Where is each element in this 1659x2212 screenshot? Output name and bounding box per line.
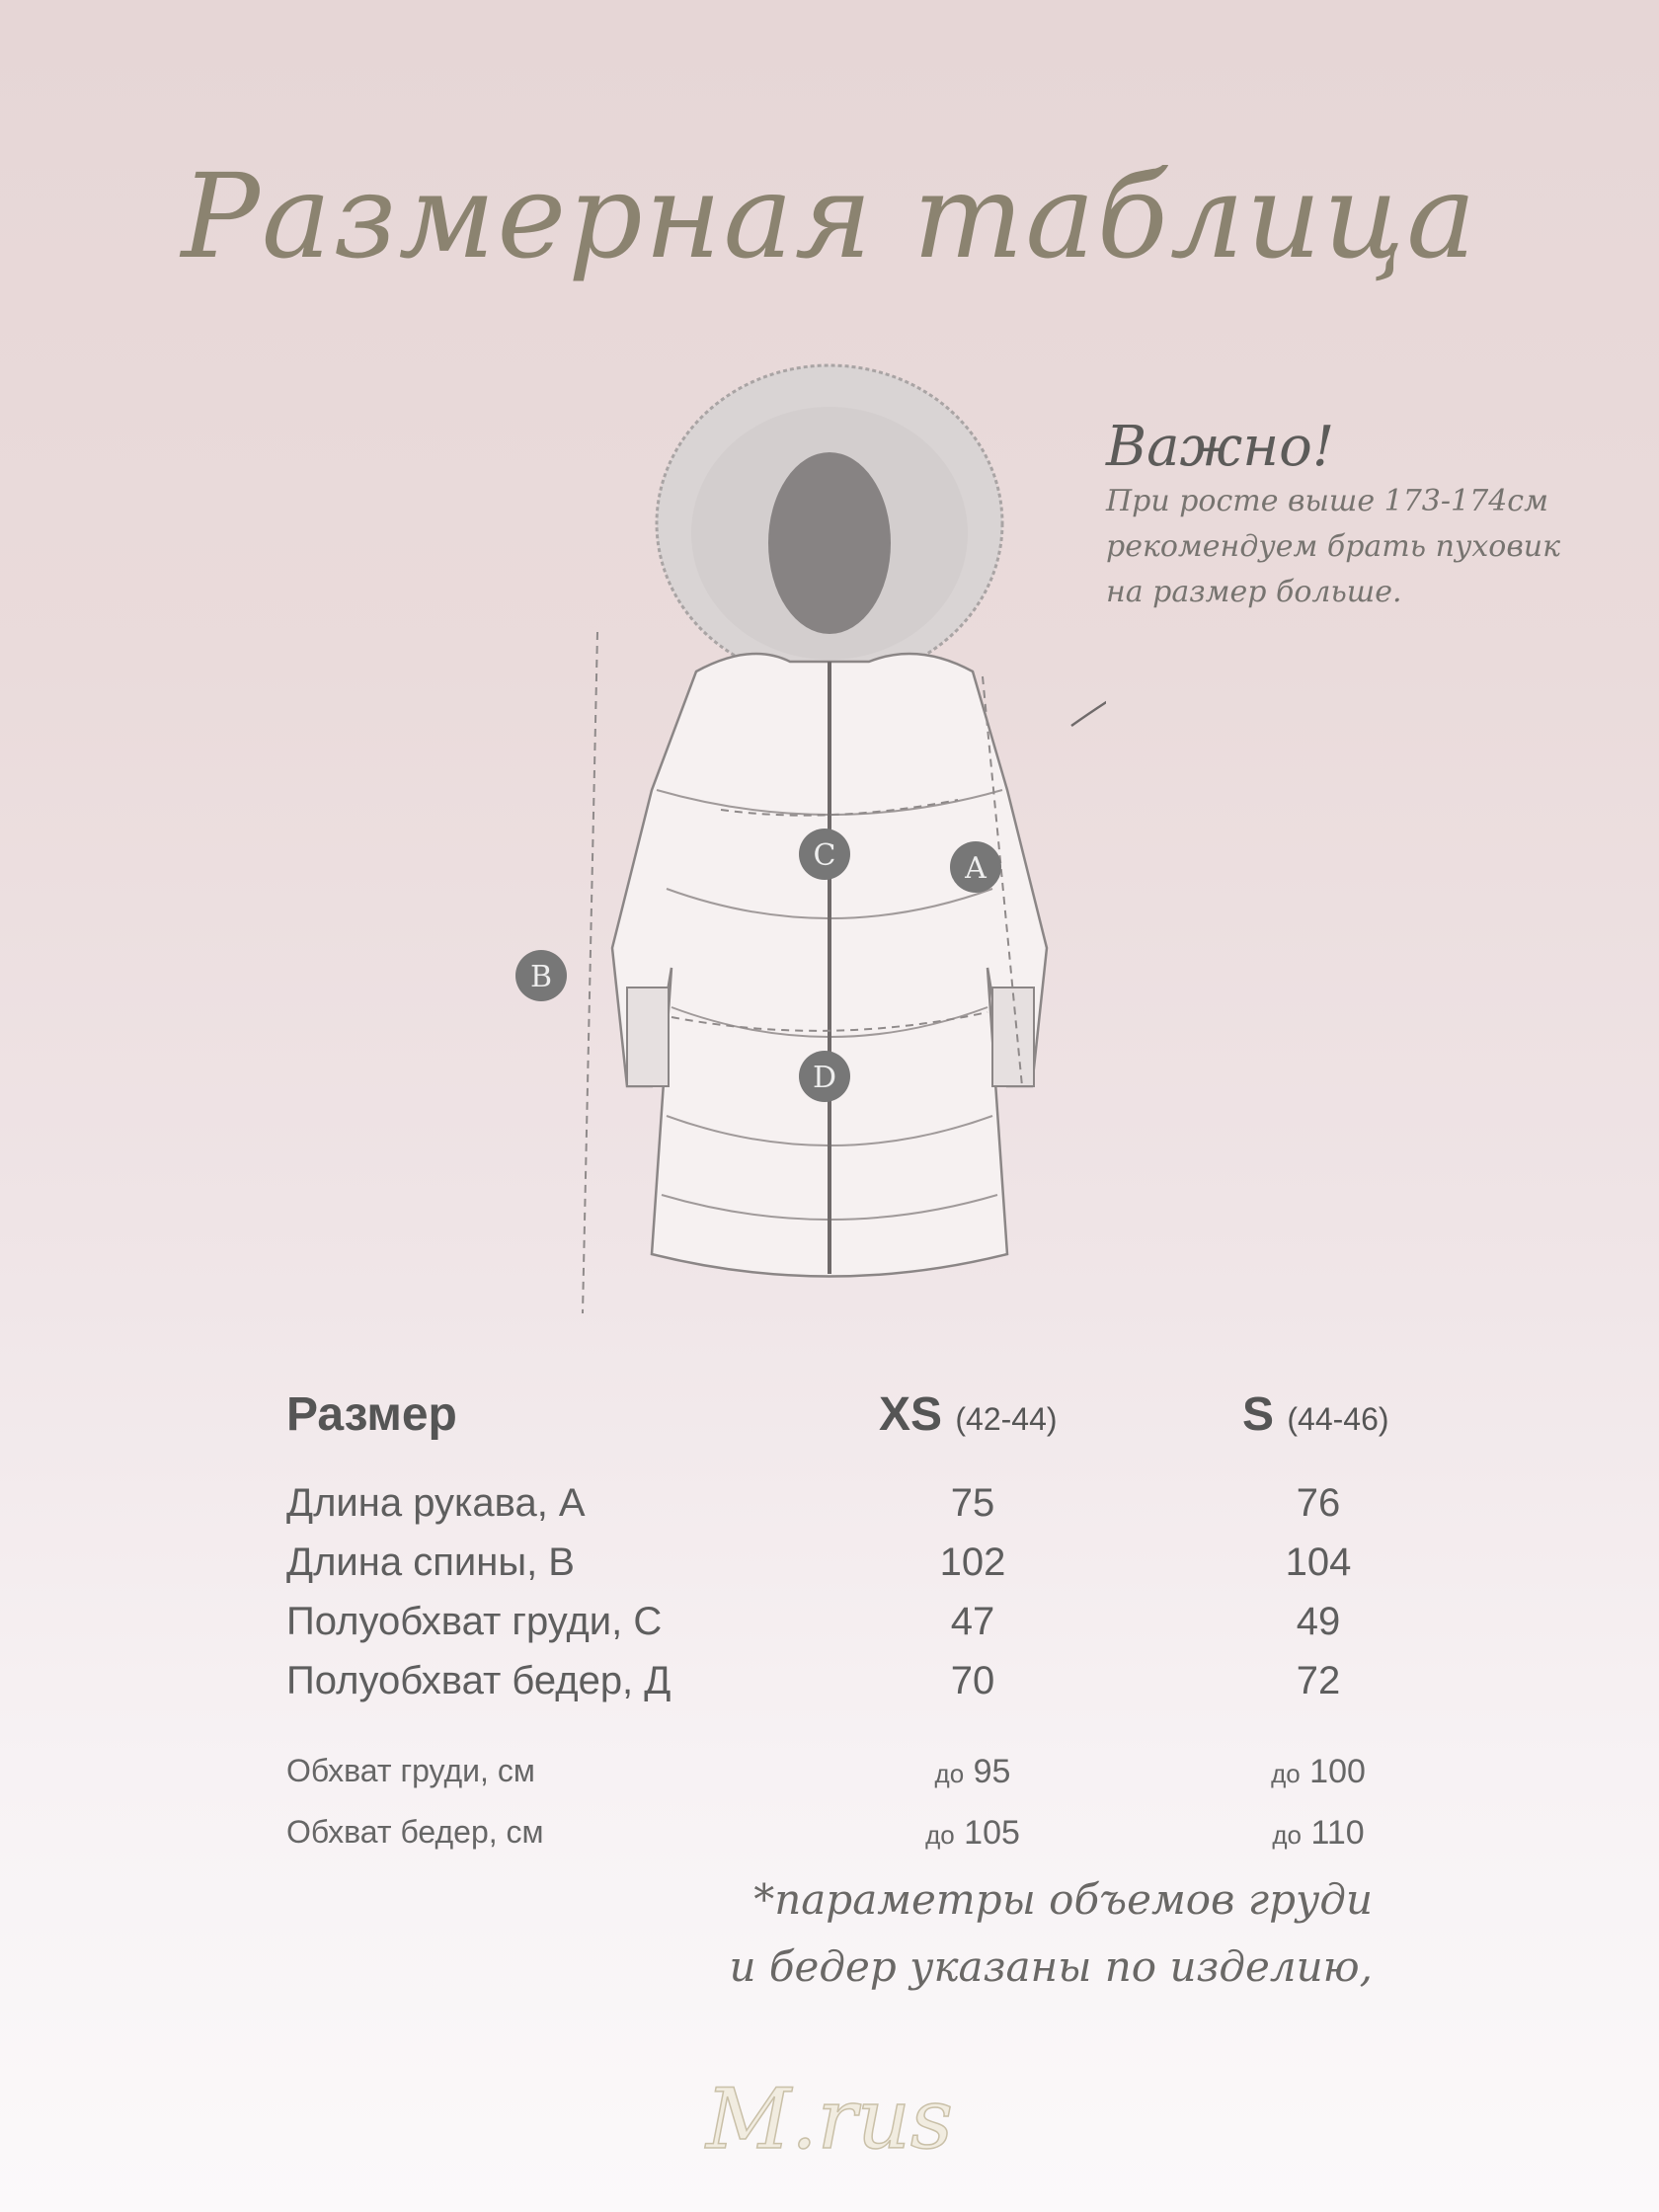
table-row: Длина рукава, А 75 76 — [286, 1481, 1341, 1525]
important-line-3: на размер больше. — [1106, 575, 1402, 609]
brand-logo — [681, 2054, 978, 2182]
volume-row: Обхват груди, см до 95 до 100 — [286, 1753, 1366, 1790]
marker-b — [515, 950, 567, 1001]
fur-hood — [657, 365, 1002, 681]
important-line-1: При росте выше 173-174см — [1106, 484, 1548, 518]
marker-a — [950, 841, 1001, 893]
size-header-label: Размер — [286, 1388, 457, 1441]
important-note — [1106, 415, 1580, 615]
svg-text:A: A — [965, 851, 987, 886]
table-row: Полуобхват груди, С 47 49 — [286, 1600, 1341, 1643]
marker-d — [799, 1051, 850, 1102]
coat-illustration — [494, 336, 1106, 1353]
svg-text:D: D — [812, 1061, 837, 1095]
volume-row: Обхват бедер, см до 105 до 110 — [286, 1814, 1365, 1852]
important-line-2: рекомендуем брать пуховик — [1106, 529, 1561, 564]
page-title: Размерная таблица — [181, 148, 1478, 284]
table-header — [286, 1387, 1471, 1441]
table-row: Полуобхват бедер, Д 70 72 — [286, 1659, 1341, 1702]
size-s-header: S (44-46) — [1242, 1388, 1389, 1441]
measurement-note: *параметры объемов груди и бедер указаны по изделию, — [729, 1875, 1373, 1991]
size-xs-header: XS (42-44) — [879, 1388, 1058, 1441]
table-row: Длина спины, В 102 104 — [286, 1540, 1352, 1584]
important-heading: Важно! — [1106, 415, 1335, 479]
marker-c — [799, 829, 850, 880]
svg-text:C: C — [813, 838, 836, 873]
svg-text:M.rus: M.rus — [705, 2071, 954, 2168]
svg-text:B: B — [529, 960, 553, 994]
